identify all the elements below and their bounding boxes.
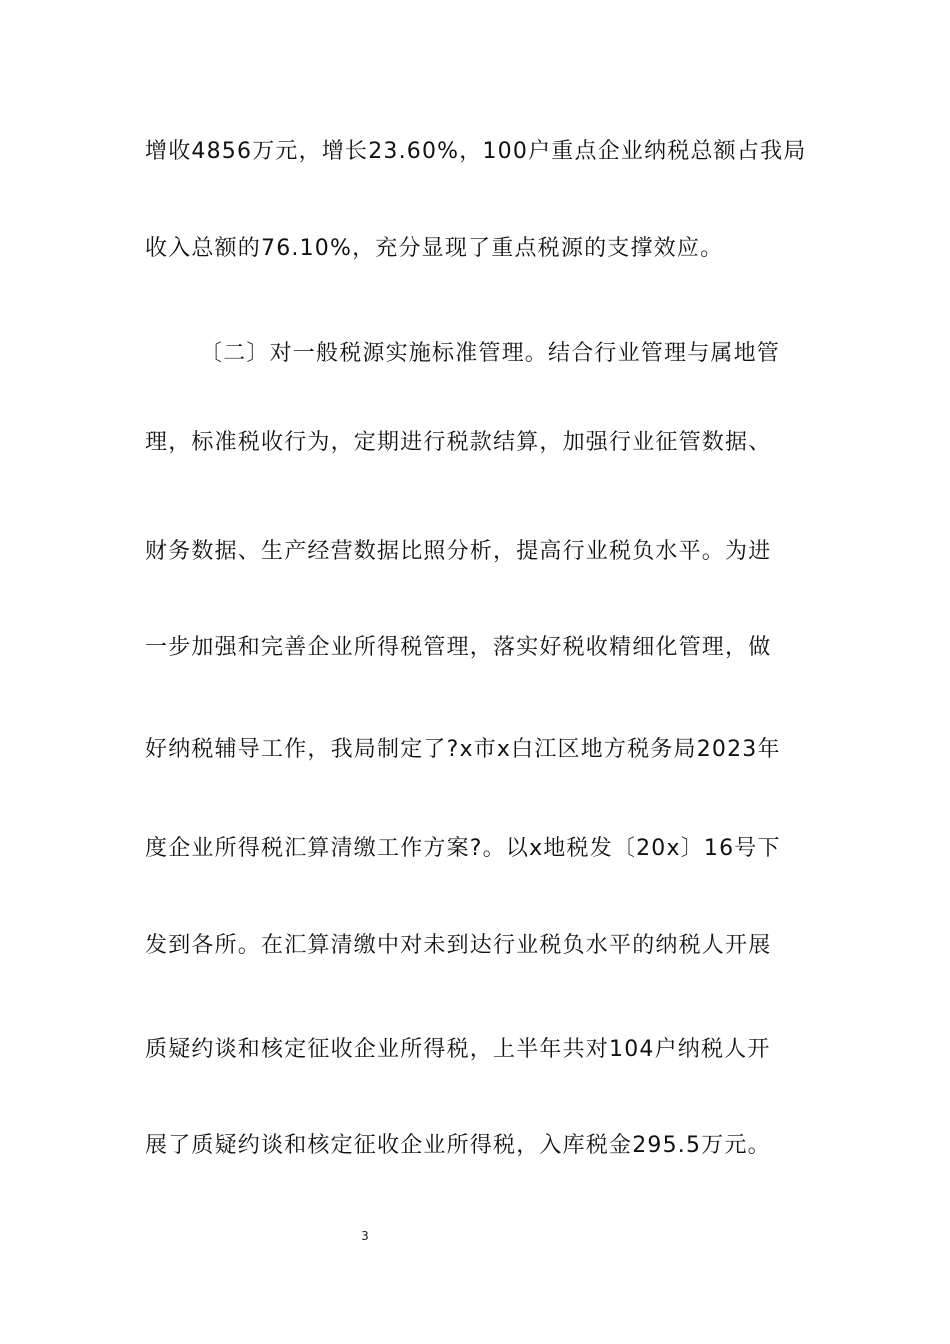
text-line-8: 度企业所得税汇算清缴工作方案?。以x地税发〔20x〕16号下: [145, 836, 781, 861]
text-line-9: 发到各所。在汇算清缴中对未到达行业税负水平的纳税人开展: [145, 933, 772, 958]
text-line-3: 〔二〕对一般税源实施标准管理。结合行业管理与属地管: [200, 341, 781, 366]
text-line-10: 质疑约谈和核定征收企业所得税，上半年共对104户纳税人开: [145, 1037, 771, 1062]
text-line-4: 理，标准税收行为，定期进行税款结算，加强行业征管数据、: [145, 430, 772, 455]
text-line-11: 展了质疑约谈和核定征收企业所得税，入库税金295.5万元。: [145, 1133, 771, 1158]
text-line-1: 增收4856万元，增长23.60%，100户重点企业纳税总额占我局: [145, 139, 807, 164]
text-line-7: 好纳税辅导工作，我局制定了?x市x白江区地方税务局2023年: [145, 737, 781, 762]
page-number: 3: [361, 1229, 369, 1243]
text-line-2: 收入总额的76.10%，充分显现了重点税源的支撑效应。: [145, 236, 724, 261]
text-line-5: 财务数据、生产经营数据比照分析，提高行业税负水平。为进: [145, 539, 772, 564]
text-line-6: 一步加强和完善企业所得税管理，落实好税收精细化管理，做: [145, 635, 772, 660]
